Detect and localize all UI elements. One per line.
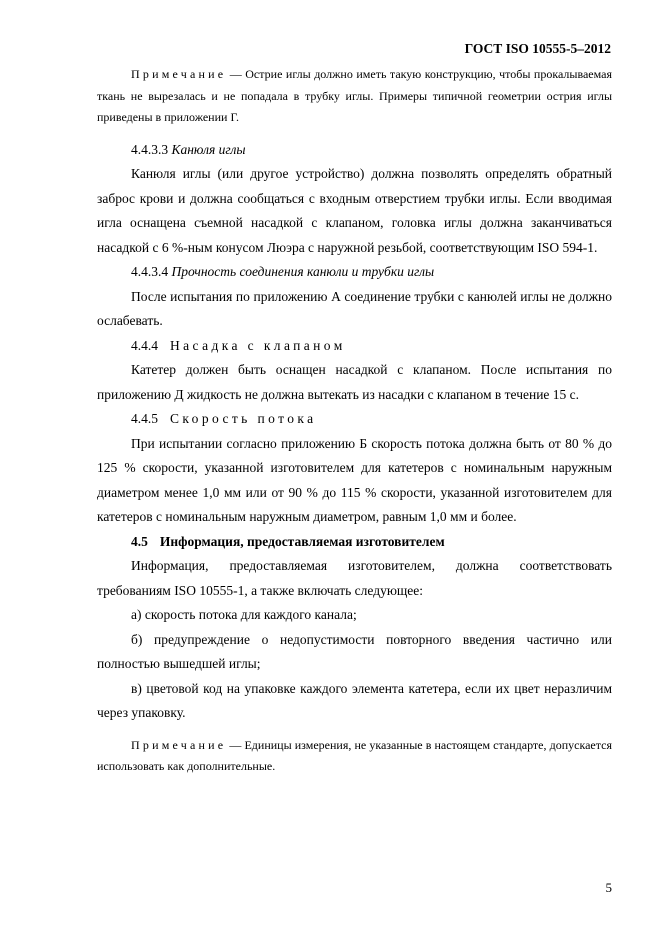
section-text-4-4-3-3: Канюля иглы (или другое устройство) должна позволять определять обратный заброс крови и должна сообщаться с входным отверстием трубки иглы. Если вводимая игла оснащена съемной насадкой с клапаном, головка иглы должна заканчиваться насадкой с 6 %-ным конусом Люэра с наружной резьбой, соответствующим ISO 594-1. [97, 166, 612, 255]
section-text-4-4-4: Катетер должен быть оснащен насадкой с клапаном. После испытания по приложению Д жидкость не должна вытекать из насадки с клапаном в течение 15 с. [97, 362, 612, 402]
section-title: Насадка с клапаном [170, 337, 346, 353]
note-label: Примечание [131, 737, 227, 752]
page-number: 5 [605, 880, 612, 895]
section-heading-4-4-5 [97, 407, 612, 432]
list-item-a: а) скорость потока для каждого канала; [131, 607, 357, 622]
section-intro-line-2: требованиям ISO 10555-1, а также включать следующее: [97, 582, 424, 598]
note-text: — Острие иглы должно иметь такую конструкцию, чтобы прокалываемая ткань не вырезалась и не попадала в трубку иглы. Примеры типичной геометрии острия иглы приведены в приложении Г. [97, 67, 612, 124]
note-tip-geometry [97, 64, 612, 129]
section-text-4-4-3-4: После испытания по приложению А соединение трубки с канюлей иглы не должно ослабевать. [97, 288, 612, 328]
section-number: 4.4.4 [131, 337, 158, 353]
section-title: Скорость потока [170, 411, 317, 426]
section-title: Канюля иглы [171, 141, 246, 157]
list-item-c: в) цветовой код на упаковке каждого элемента катетера, если их цвет неразличим через упаковку. [97, 680, 612, 720]
document-body [97, 64, 612, 778]
section-title: Прочность соединения канюли и трубки иглы [171, 264, 435, 279]
note-units [97, 735, 612, 778]
section-number: 4.4.3.3 [131, 141, 169, 157]
section-title: Информация, предоставляемая изготовителем [159, 533, 445, 549]
section-heading-4-4-3-3 [97, 138, 612, 163]
section-number: 4.4.3.4 [131, 264, 169, 279]
section-text-4-4-5: При испытании согласно приложению Б скорость потока должна быть от 80 % до 125 % скорости, указанной изготовителем для катетеров с номинальным наружным диаметром менее 1,0 мм или от 90 % до 115 % скорости, указанной изготовителем для катетеров с номинальным наружным диаметром, равным 1,0 мм и более. [97, 435, 612, 524]
note-label: Примечание [131, 67, 227, 81]
section-heading-4-4-4 [97, 334, 612, 359]
list-item-b: б) предупреждение о недопустимости повторного введения частично или полностью вышедшей иглы; [97, 631, 612, 671]
section-heading-4-5 [97, 530, 612, 555]
section-heading-4-4-3-4 [97, 260, 612, 285]
section-number: 4.4.5 [131, 411, 158, 426]
note-text: — Единицы измерения, не указанные в настоящем стандарте, допускается использовать как дополнительные. [97, 737, 612, 773]
section-number: 4.5 [131, 533, 148, 549]
document-header: ГОСТ ISO 10555-5–2012 [464, 41, 611, 56]
section-intro-line-1: Информация, предоставляемая изготовителем, должна соответствовать [131, 558, 612, 573]
